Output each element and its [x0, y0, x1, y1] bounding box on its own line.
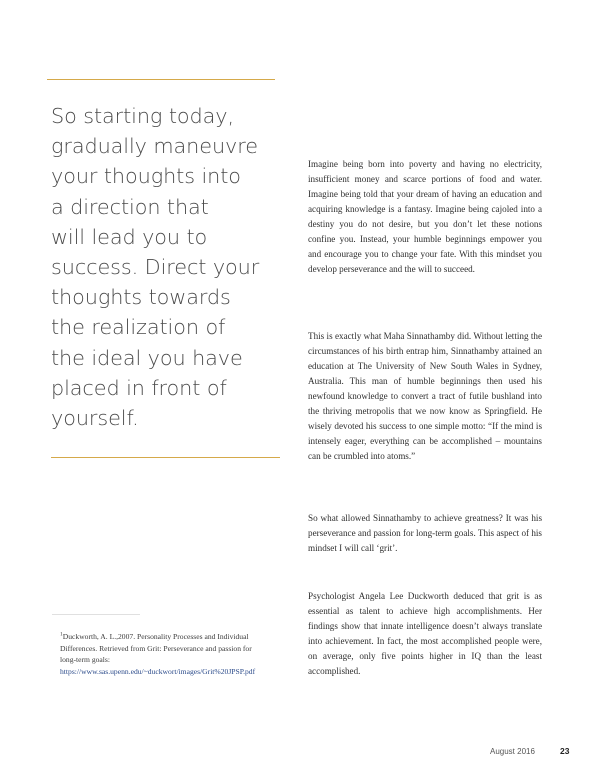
- page-number: 23: [560, 746, 570, 756]
- pull-quote: [51, 101, 281, 433]
- pull-quote-line: success. Direct your: [51, 255, 260, 280]
- pull-quote-line: yourself.: [51, 406, 139, 431]
- footer-date: August 2016: [490, 747, 535, 756]
- footnote-link[interactable]: https://www.sas.upenn.edu/~duckwort/images/Grit%20JPSP.pdf: [60, 667, 256, 677]
- pull-quote-line: the ideal you have: [51, 345, 243, 370]
- pull-quote-top-rule: [47, 79, 275, 80]
- pull-quote-line: will lead you to: [51, 224, 208, 249]
- body-paragraph-sinnathamby: This is exactly what Maha Sinnathamby did. Without letting the circumstances of his birth entrap him, Sinnathamby attained an education at The University of New South Wales in Sydney, Australia. This man of humble beginnings then used his newfound knowledge to convert a tract of futile bushland into the thriving metropolis that we now know as Springfield. He wisely devoted his success to one simple motto: “If the mind is intensely eager, everything can be accomplished – mountains can be crumbled into atoms.”: [308, 331, 542, 461]
- pull-quote-line: placed in front of: [51, 375, 227, 400]
- pull-quote-line: a direction that: [51, 194, 209, 219]
- pull-quote-line: thoughts towards: [51, 285, 231, 310]
- pull-quote-line: the realization of: [51, 315, 226, 340]
- footnote: [60, 631, 260, 678]
- footnote-text: Duckworth, A. L.,2007. Personality Processes and Individual Differences. Retrieved from Grit: Perseverance and passion for long-term goals:: [60, 632, 252, 665]
- body-paragraph-duckworth: Psychologist Angela Lee Duckworth deduced that grit is as essential as talent to achieve high accomplishments. Her findings show that innate intelligence doesn’t always translate into achievement. In fact, the most accomplished people were, on average, only five points higher in IQ than the least accomplished.: [308, 591, 542, 676]
- pull-quote-line: So starting today,: [51, 104, 234, 128]
- footnote-divider: [52, 614, 140, 615]
- body-paragraph-grit: So what allowed Sinnathamby to achieve greatness? It was his perseverance and passion for long-term goals. This aspect of his mindset I will call ‘grit’.: [308, 513, 542, 553]
- pull-quote-line: your thoughts into: [51, 164, 241, 189]
- pull-quote-bottom-rule: [51, 457, 280, 458]
- footnote-marker: 1: [60, 631, 63, 638]
- body-paragraph-poverty: Imagine being born into poverty and having no electricity, insufficient money and scarce portions of food and water. Imagine being told that your dream of having an education and acquiring knowledge is a fantasy. Imagine being cajoled into a destiny you do not desire, but you don’t let these notions confine you. Instead, your humble beginnings empower you and encourage you to change your fate. With this mindset you develop perseverance and the will to succeed.: [308, 159, 542, 274]
- pull-quote-line: gradually maneuvre: [51, 134, 258, 159]
